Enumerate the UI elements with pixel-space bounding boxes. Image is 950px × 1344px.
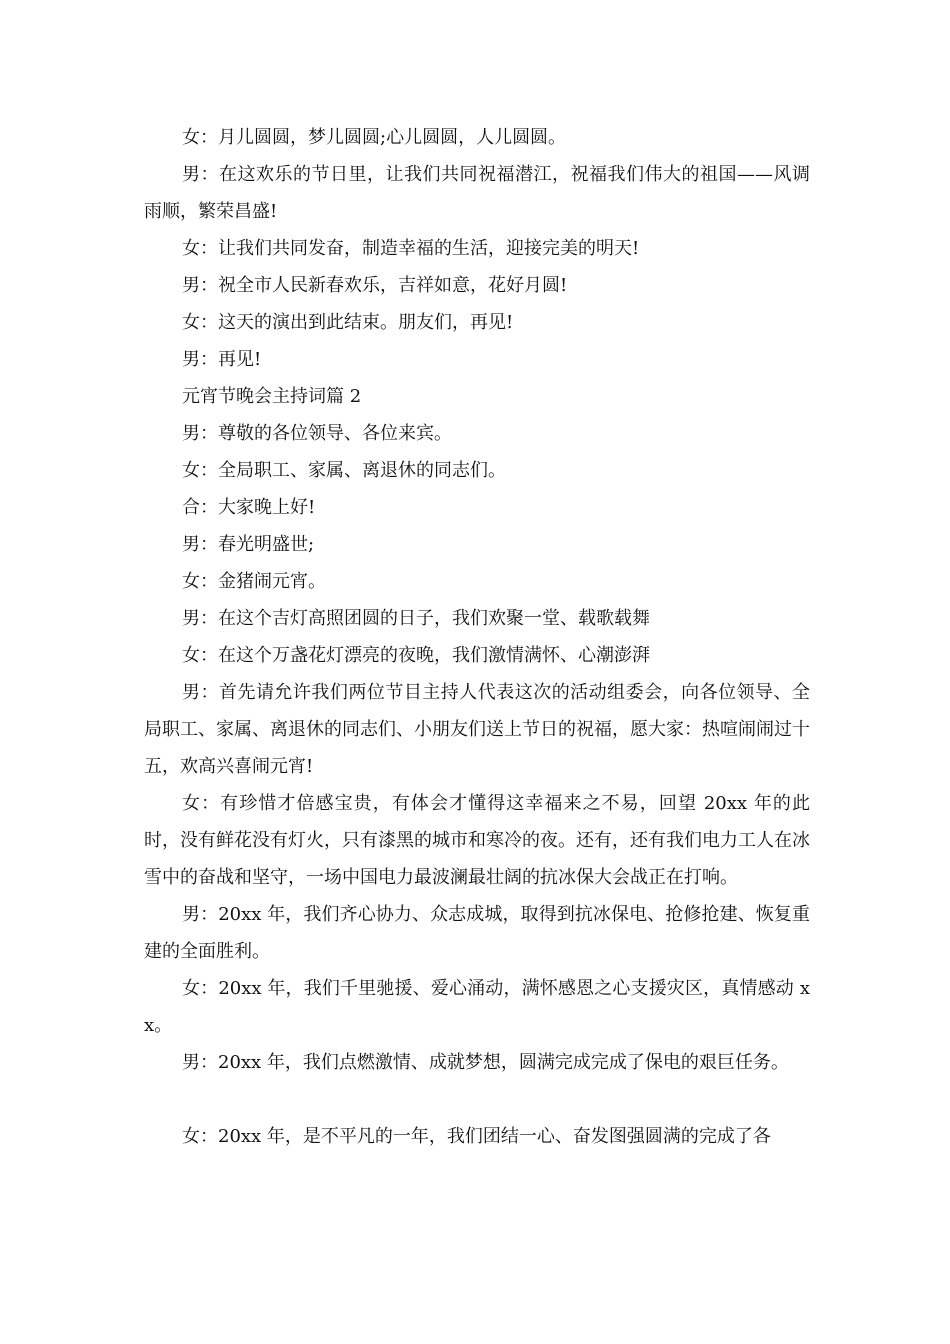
dialogue-line: 男：在这欢乐的节日里，让我们共同祝福潜江，祝福我们伟大的祖国——风调雨顺，繁荣昌盛!: [144, 164, 810, 222]
dialogue-line: 女：全局职工、家属、离退休的同志们。: [182, 460, 506, 481]
dialogue-line: 男：祝全市人民新春欢乐，吉祥如意，花好月圆!: [182, 275, 568, 296]
dialogue-line: 男：再见!: [182, 349, 262, 370]
dialogue-line: 女：20xx 年，我们千里驰援、爱心涌动，满怀感恩之心支援灾区，真情感动 xx。: [144, 978, 810, 1036]
section-heading: 元宵节晚会主持词篇 2: [182, 386, 362, 407]
dialogue-line: 女：让我们共同发奋，制造幸福的生活，迎接完美的明天!: [182, 238, 640, 259]
dialogue-line: 女：金猪闹元宵。: [182, 571, 326, 592]
dialogue-line: 男：20xx 年，我们齐心协力、众志成城，取得到抗冰保电、抢修抢建、恢复重建的全面胜利。: [144, 904, 810, 962]
dialogue-line: 女：月儿圆圆，梦儿圆圆;心儿圆圆，人儿圆圆。: [182, 127, 567, 148]
document-body: [144, 119, 810, 1155]
dialogue-line: 男：在这个吉灯高照团圆的日子，我们欢聚一堂、载歌载舞: [182, 608, 650, 629]
dialogue-line: 女：20xx 年，是不平凡的一年，我们团结一心、奋发图强圆满的完成了各: [182, 1126, 771, 1147]
dialogue-line: 男：20xx 年，我们点燃激情、成就梦想，圆满完成完成了保电的艰巨任务。: [182, 1052, 789, 1073]
dialogue-line: 女：有珍惜才倍感宝贵，有体会才懂得这幸福来之不易，回望 20xx 年的此时，没有鲜花没有灯火，只有漆黑的城市和寒冷的夜。还有，还有我们电力工人在冰雪中的奋战和坚守，一场中国电力最波澜最壮阔的抗冰保大会战正在打响。: [144, 793, 810, 888]
dialogue-line: 女：这天的演出到此结束。朋友们，再见!: [182, 312, 514, 333]
dialogue-line: 男：尊敬的各位领导、各位来宾。: [182, 423, 452, 444]
dialogue-line: 男：春光明盛世;: [182, 534, 315, 555]
blank-line: [144, 1081, 810, 1118]
dialogue-line: 男：首先请允许我们两位节目主持人代表这次的活动组委会，向各位领导、全局职工、家属、离退休的同志们、小朋友们送上节日的祝福，愿大家：热喧闹闹过十五，欢高兴喜闹元宵!: [144, 682, 810, 777]
dialogue-line: 女：在这个万盏花灯漂亮的夜晚，我们激情满怀、心潮澎湃: [182, 645, 650, 666]
dialogue-line: 合：大家晚上好!: [182, 497, 316, 518]
